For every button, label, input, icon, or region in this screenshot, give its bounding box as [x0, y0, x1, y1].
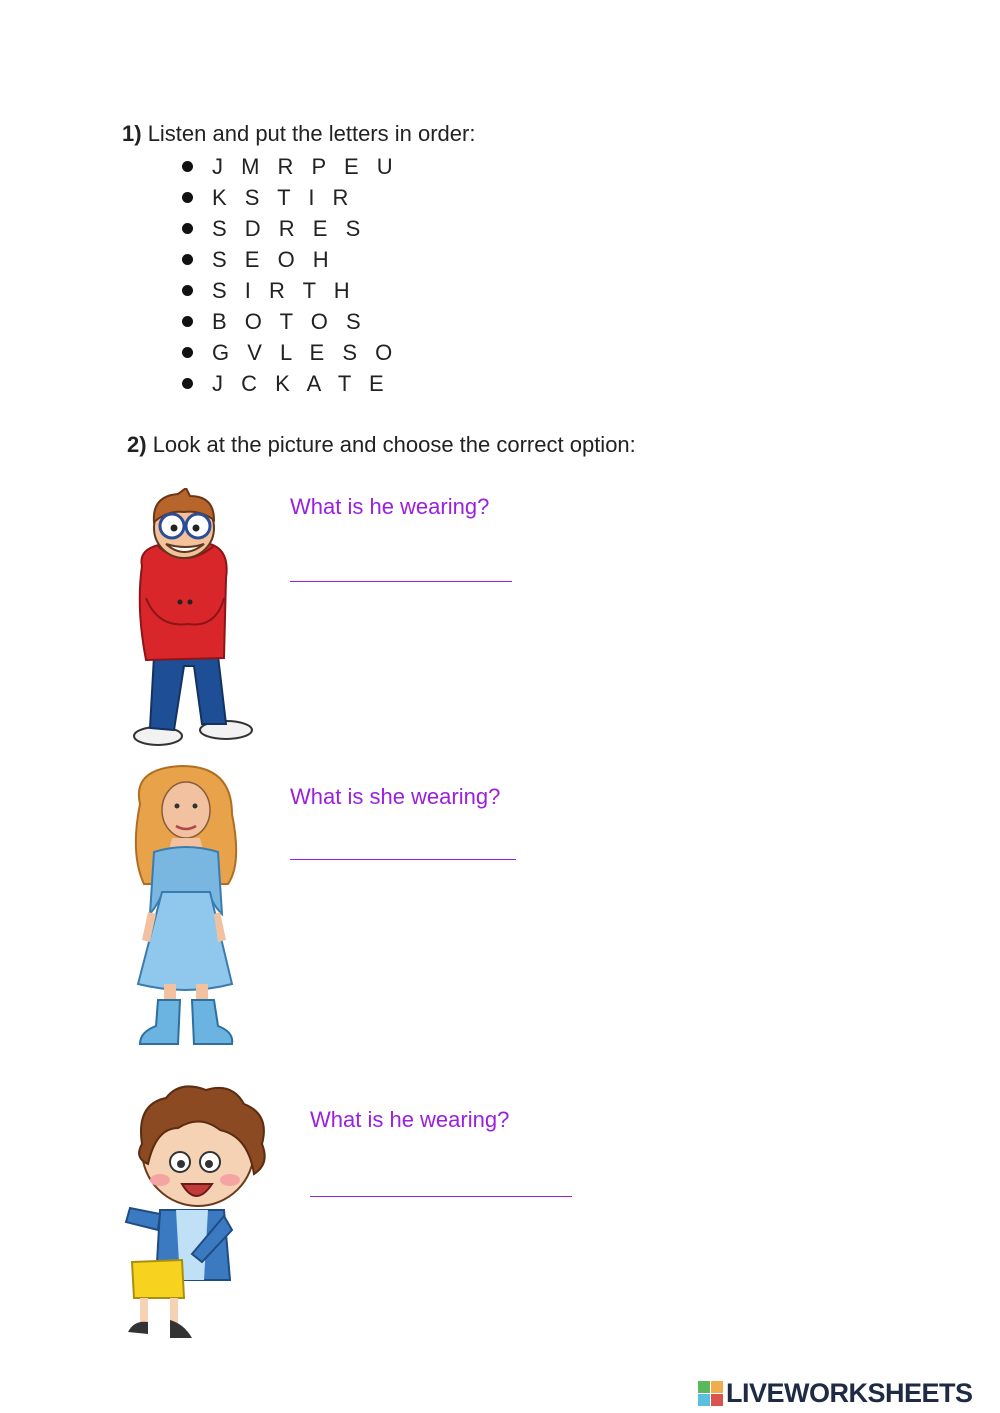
bullet-icon: [182, 161, 193, 172]
answer-input[interactable]: [290, 833, 516, 860]
question-text: What is she wearing?: [290, 784, 501, 809]
list-item: [182, 275, 399, 306]
bullet-icon: [182, 378, 193, 389]
bullet-icon: [182, 316, 193, 327]
bullet-icon: [182, 192, 193, 203]
question-text: What is he wearing?: [310, 1107, 510, 1132]
list-item: [182, 306, 399, 337]
scrambled-word: S E O H: [212, 246, 335, 272]
bullet-icon: [182, 285, 193, 296]
section1-title: [122, 121, 475, 147]
brand-name: LIVEWORKSHEETS: [726, 1377, 973, 1408]
scrambled-word: K S T I R: [212, 184, 355, 210]
section2-number: 2): [127, 432, 147, 457]
scrambled-word: S I R T H: [212, 277, 356, 303]
curly-boy-illustration: [120, 1084, 272, 1344]
bullet-icon: [182, 347, 193, 358]
section2-title: [127, 432, 636, 458]
scrambled-word: S D R E S: [212, 215, 367, 241]
bullet-icon: [182, 254, 193, 265]
list-item: [182, 368, 399, 399]
scrambled-word: B O T O S: [212, 308, 367, 334]
scrambled-word: G V L E S O: [212, 339, 399, 365]
section1-number: 1): [122, 121, 142, 146]
girl-dress-illustration: [132, 764, 240, 1052]
answer-input[interactable]: [290, 555, 512, 582]
list-item: [182, 182, 399, 213]
bullet-icon: [182, 223, 193, 234]
liveworksheets-icon: [698, 1381, 723, 1406]
question-text: What is he wearing?: [290, 494, 490, 519]
section1-instruction: Listen and put the letters in order:: [147, 121, 476, 146]
scrambled-word: J M R P E U: [212, 153, 399, 179]
scrambled-word: J C K A T E: [212, 370, 390, 396]
list-item: [182, 151, 399, 182]
boy-hoodie-illustration: [128, 488, 260, 750]
liveworksheets-logo: [698, 1378, 973, 1408]
list-item: [182, 213, 399, 244]
scrambled-word-list: [182, 151, 399, 399]
list-item: [182, 337, 399, 368]
answer-input[interactable]: [310, 1170, 572, 1197]
list-item: [182, 244, 399, 275]
section2-instruction: Look at the picture and choose the correct option:: [152, 432, 636, 457]
